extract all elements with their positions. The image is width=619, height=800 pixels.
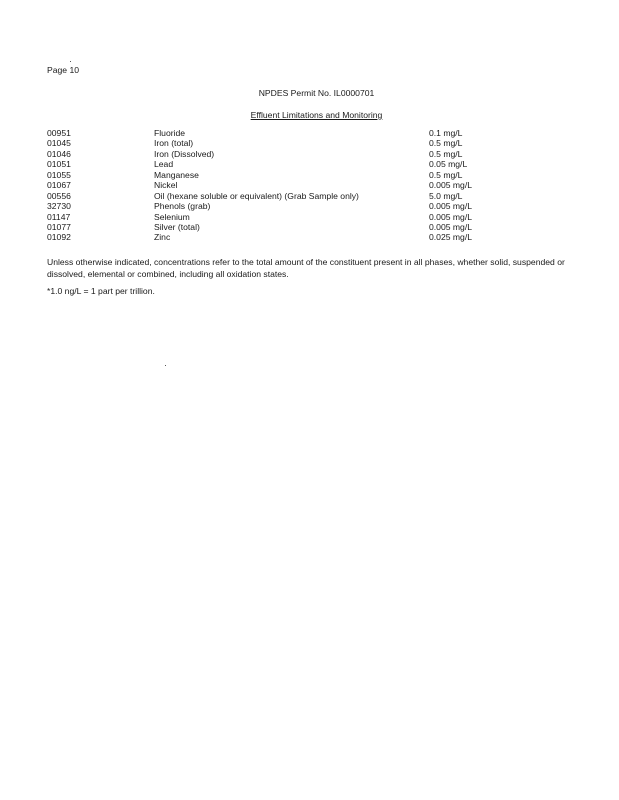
parameter-name: Nickel: [154, 180, 178, 191]
parameter-name: Iron (Dissolved): [154, 148, 215, 159]
table-row: [47, 233, 527, 243]
parameter-code: 01147: [47, 211, 71, 222]
parameter-code: 01051: [47, 159, 71, 170]
section-heading: Effluent Limitations and Monitoring: [250, 110, 383, 120]
limit-value: 0.005 mg/L: [429, 180, 472, 191]
limit-value: 0.05 mg/L: [429, 159, 468, 170]
parameter-code: 00951: [47, 128, 71, 138]
parameter-name: Iron (total): [154, 138, 194, 149]
table-row: [47, 202, 527, 212]
limit-value: 5.0 mg/L: [429, 190, 463, 201]
parameter-code: 01046: [47, 148, 71, 159]
footnote: *1.0 ng/L = 1 part per trillion.: [47, 286, 155, 296]
permit-title: NPDES Permit No. IL0000701: [258, 88, 375, 98]
parameter-code: 00556: [47, 190, 71, 201]
limit-value: 0.005 mg/L: [429, 221, 472, 232]
parameter-name: Lead: [154, 159, 174, 170]
parameter-name: Selenium: [154, 211, 190, 222]
page-number: Page 10: [47, 65, 80, 75]
parameter-code: 01092: [47, 232, 71, 243]
parameter-code: 01077: [47, 221, 71, 232]
limit-value: 0.5 mg/L: [429, 148, 463, 159]
limit-value: 0.025 mg/L: [429, 232, 472, 243]
parameter-name: Oil (hexane soluble or equivalent) (Grab Sample only): [154, 190, 359, 201]
parameter-code: 32730: [47, 201, 71, 212]
parameter-code: 01045: [47, 138, 71, 149]
limit-value: 0.005 mg/L: [429, 201, 472, 212]
limit-value: 0.1 mg/L: [429, 128, 463, 138]
scan-speck: [165, 365, 166, 366]
parameter-name: Silver (total): [154, 221, 200, 232]
parameter-name: Zinc: [154, 232, 171, 243]
parameter-name: Manganese: [154, 169, 199, 180]
limit-value: 0.005 mg/L: [429, 211, 472, 222]
parameter-code: 01067: [47, 180, 71, 191]
limit-value: 0.5 mg/L: [429, 169, 463, 180]
concentration-note: Unless otherwise indicated, concentrations refer to the total amount of the constituent present in all phases, whether solid, suspended or dissolved, elemental or combined, including all oxidation states.: [47, 257, 565, 279]
effluent-limits-table: [47, 129, 527, 244]
scan-speck: [70, 61, 71, 62]
parameter-code: 01055: [47, 169, 71, 180]
parameter-name: Phenols (grab): [154, 201, 211, 212]
limit-value: 0.5 mg/L: [429, 138, 463, 149]
parameter-name: Fluoride: [154, 128, 186, 138]
